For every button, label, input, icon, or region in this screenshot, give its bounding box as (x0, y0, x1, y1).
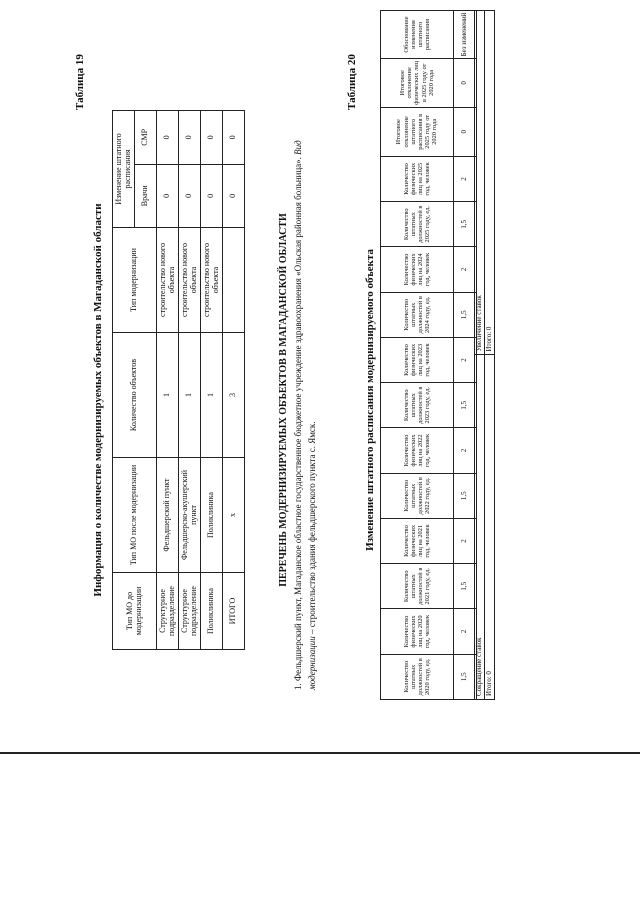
table20-header-row (381, 11, 454, 700)
table-cell: 0 (179, 111, 201, 165)
increase-total: Итого: 0 (485, 11, 495, 356)
table-cell: 0 (223, 111, 245, 165)
table19 (112, 110, 245, 650)
table-cell: строительство нового объекта (157, 228, 179, 333)
table-cell: 0 (223, 164, 245, 227)
table-cell: строительство нового объекта (179, 228, 201, 333)
table20-header-cell: Итоговое отклонение штатного расписания в 2025 году от 2020 года (381, 107, 454, 156)
staff-summary-table (474, 10, 495, 700)
table20-header-cell: Количество физических лиц на 2023 год, человек (381, 337, 454, 382)
table-cell: 3 (223, 333, 245, 458)
table-cell: 0 (179, 164, 201, 227)
table20-header-cell: Количество физических лиц на 2022 год, человек (381, 428, 454, 473)
table-cell: 0 (157, 111, 179, 165)
table-cell: 0 (454, 107, 477, 156)
table20-header-cell: Количество физических лиц на 2025 год, человек (381, 156, 454, 201)
reduction-label: Сокращение ставок (475, 355, 485, 700)
table19-label: Таблица 19 (74, 54, 86, 110)
table-cell: 2 (454, 156, 477, 201)
table19-header-type-after: Тип МО после модернизации (113, 458, 157, 573)
page-divider-line (0, 752, 640, 754)
table20-header-cell: Количество штатных должностей в 2020 году, ед. (381, 654, 454, 699)
table-cell: Фельдшерско-акушерский пункт (179, 458, 201, 573)
table-cell: 1,5 (454, 473, 477, 518)
table-cell: 2 (454, 518, 477, 563)
table-cell: 1,5 (454, 654, 477, 699)
table-row (157, 111, 179, 650)
table-cell: 2 (454, 337, 477, 382)
table-cell: 1,5 (454, 202, 477, 247)
table20-header-cell: Количество штатных должностей в 2021 году, ед. (381, 564, 454, 609)
increase-label: Увеличение ставок (475, 11, 485, 356)
table-cell: 0 (157, 164, 179, 227)
table-cell: Структурное подразделение (179, 573, 201, 650)
rotated-document-page (70, 0, 500, 710)
table19-header-type-before: Тип МО до модернизации (113, 573, 157, 650)
table-cell: 1,5 (454, 564, 477, 609)
list-item-number: 1. (293, 683, 303, 690)
table-row (475, 11, 485, 700)
table19-title: Информация о количестве модернизируемых объектов в Магаданской области (92, 203, 104, 597)
table-cell: Без изменений (454, 11, 477, 59)
table-cell: 1 (157, 333, 179, 458)
table20-header-cell: Количество физических лиц на 2020 год, человек (381, 609, 454, 654)
table-row (485, 11, 495, 700)
list-item-italic: Вид модернизации (293, 140, 317, 690)
reduction-total: Итого: 0 (485, 355, 495, 700)
table-cell: Структурное подразделение (157, 573, 179, 650)
table20-header-cell: Количество штатных должностей в 2025 году, ед. (381, 202, 454, 247)
table-cell: Фельдшерский пункт (157, 458, 179, 573)
table-cell: 2 (454, 428, 477, 473)
table-cell: Поликлиника (201, 573, 223, 650)
table19-header-count: Количество объектов (113, 333, 157, 458)
table20-header-cell: Итоговое отклонение физических лиц в 2025 году от 2020 года (381, 59, 454, 108)
objects-list-item (292, 90, 319, 690)
table-cell: 1 (179, 333, 201, 458)
table-cell (223, 228, 245, 333)
table20-label: Таблица 20 (346, 54, 358, 110)
table-cell: 1,5 (454, 292, 477, 337)
table-cell: x (223, 458, 245, 573)
table20-header-cell: Количество штатных должностей в 2022 году, ед. (381, 473, 454, 518)
table-cell: 1 (201, 333, 223, 458)
table-row-total (223, 111, 245, 650)
table20 (380, 10, 477, 700)
table-cell: ИТОГО (223, 573, 245, 650)
objects-list-title: ПЕРЕЧЕНЬ МОДЕРНИЗИРУЕМЫХ ОБЪЕКТОВ В МАГАДАНСКОЙ ОБЛАСТИ (278, 213, 289, 587)
list-item-tail: – строительство здания фельдшерского пункта с. Ямск. (306, 421, 317, 637)
table-cell: 2 (454, 247, 477, 292)
table-cell: 0 (201, 111, 223, 165)
list-item-text: Фельдшерский пункт, Магаданское областное государственное бюджетное учреждение здравоохранения «Ольская районная больница». (293, 157, 303, 681)
table19-header-modernization-type: Тип модернизации (113, 228, 157, 333)
table20-header-cell: Количество штатных должностей в 2024 году, ед. (381, 292, 454, 337)
table-cell: 0 (454, 59, 477, 108)
table-cell: строительство нового объекта (201, 228, 223, 333)
table19-header-staff-change: Изменение штатного расписания (113, 111, 135, 228)
table-cell: 0 (201, 164, 223, 227)
table20-header-cell: Количество штатных должностей в 2023 году, ед. (381, 383, 454, 428)
table20-header-cell: Обоснование изменения штатного расписания (381, 11, 454, 59)
table20-header-cell: Количество физических лиц на 2024 год, человек (381, 247, 454, 292)
table20-title: Изменение штатного расписания модернизируемого объекта (364, 249, 376, 551)
table19-header-doctors: Врачи (135, 164, 157, 227)
table-row (201, 111, 223, 650)
table20-header-cell: Количество физических лиц на 2021 год, человек (381, 518, 454, 563)
table-row (179, 111, 201, 650)
table19-header-smp: СМР (135, 111, 157, 165)
table-cell: Поликлиника (201, 458, 223, 573)
table-cell: 1,5 (454, 383, 477, 428)
table-cell: 2 (454, 609, 477, 654)
